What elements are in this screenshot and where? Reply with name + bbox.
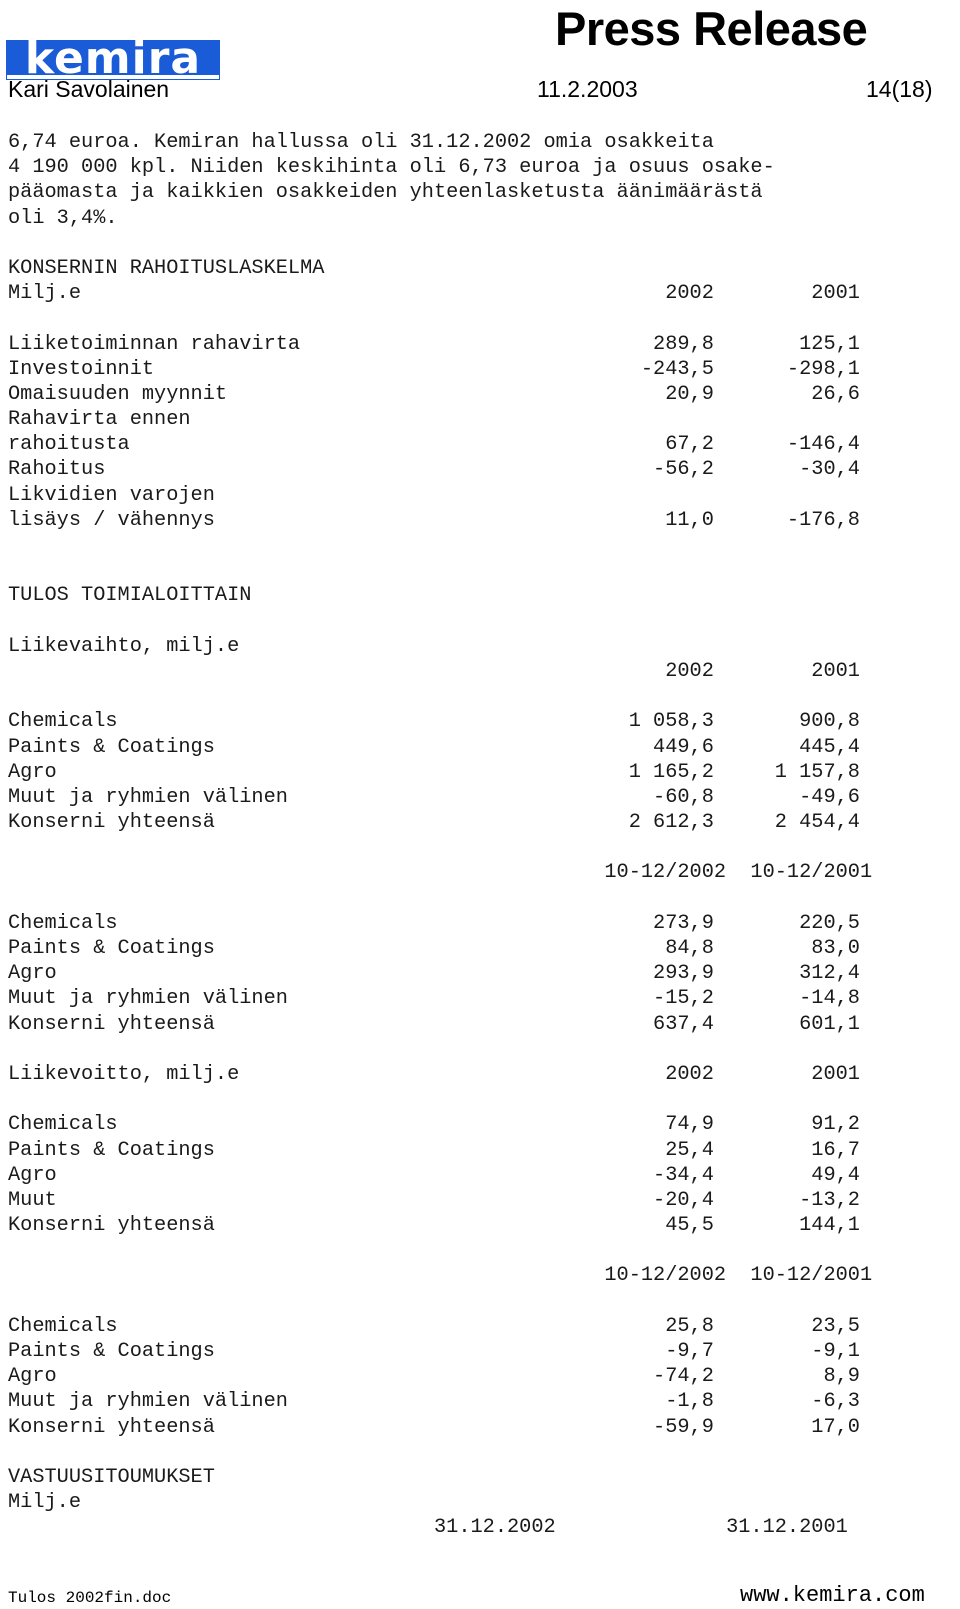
author-name: Kari Savolainen: [8, 76, 170, 102]
body-line: Investoinnit -243,5 -298,1: [8, 357, 860, 381]
page-number: 14(18): [866, 76, 933, 102]
body-line: 31.12.2002 31.12.2001: [8, 1516, 848, 1540]
body-line: [8, 1037, 872, 1062]
body-line: Chemicals 273,9 220,5: [8, 911, 860, 935]
body-line: [8, 306, 872, 331]
body-line: 2002 2001: [8, 659, 860, 683]
body-line: [8, 231, 872, 256]
body-line: Chemicals 74,9 91,2: [8, 1113, 860, 1137]
body-line: Liiketoiminnan rahavirta 289,8 125,1: [8, 332, 860, 356]
body-line: KONSERNIN RAHOITUSLASKELMA: [8, 256, 325, 280]
footer-website[interactable]: www.kemira.com: [740, 1583, 925, 1608]
body-line: Liikevoitto, milj.e 2002 2001: [8, 1062, 860, 1086]
body-line: rahoitusta 67,2 -146,4: [8, 433, 860, 457]
body-line: Chemicals 25,8 23,5: [8, 1314, 860, 1338]
body-line: [8, 1289, 872, 1314]
body-line: Muut ja ryhmien välinen -1,8 -6,3: [8, 1390, 860, 1414]
body-line: [8, 1440, 872, 1465]
body-line: Chemicals 1 058,3 900,8: [8, 710, 860, 734]
body-line: Konserni yhteensä -59,9 17,0: [8, 1415, 860, 1439]
body-line: Liikevaihto, milj.e: [8, 634, 240, 658]
body-line: 10-12/2002 10-12/2001: [8, 861, 873, 885]
body-line: Rahavirta ennen: [8, 408, 191, 432]
body-line: [8, 533, 872, 558]
body-line: [8, 558, 872, 583]
body-line: TULOS TOIMIALOITTAIN: [8, 584, 252, 608]
body-line: 6,74 euroa. Kemiran hallussa oli 31.12.2002 omia osakkeita: [8, 131, 714, 154]
body-line: Omaisuuden myynnit 20,9 26,6: [8, 382, 860, 406]
body-line: pääomasta ja kaikkien osakkeiden yhteenlasketusta äänimäärästä: [8, 181, 763, 205]
body-line: Muut ja ryhmien välinen -60,8 -49,6: [8, 785, 860, 809]
body-line: [8, 886, 872, 911]
logo-text: kemira: [24, 40, 202, 80]
body-line: Agro -34,4 49,4: [8, 1163, 860, 1187]
body-line: [8, 1238, 872, 1263]
body-line: Konserni yhteensä 45,5 144,1: [8, 1214, 860, 1238]
body-line: Muut -20,4 -13,2: [8, 1188, 860, 1212]
body-line: Paints & Coatings 449,6 445,4: [8, 735, 860, 759]
body-line: Paints & Coatings 84,8 83,0: [8, 937, 860, 960]
body-line: oli 3,4%.: [8, 206, 118, 230]
body-line: Agro 293,9 312,4: [8, 962, 860, 986]
kemira-logo: [6, 4, 220, 80]
body-line: Rahoitus -56,2 -30,4: [8, 458, 860, 482]
body-line: Muut ja ryhmien välinen -15,2 -14,8: [8, 987, 860, 1011]
page-title: Press Release: [555, 2, 868, 55]
footer-filename: Tulos 2002fin.doc: [8, 1589, 172, 1607]
body-line: [8, 1087, 872, 1112]
body-line: 10-12/2002 10-12/2001: [8, 1264, 873, 1288]
document-body: [8, 130, 872, 1541]
body-line: Paints & Coatings -9,7 -9,1: [8, 1340, 860, 1363]
body-line: Milj.e: [8, 1491, 82, 1515]
body-line: [8, 684, 872, 709]
body-line: Agro -74,2 8,9: [8, 1365, 860, 1389]
body-line: [8, 609, 872, 634]
body-line: 4 190 000 kpl. Niiden keskihinta oli 6,73 euroa ja osuus osake-: [8, 156, 775, 180]
body-line: VASTUUSITOUMUKSET: [8, 1465, 215, 1489]
body-line: Milj.e 2002 2001: [8, 282, 860, 306]
body-line: Konserni yhteensä 2 612,3 2 454,4: [8, 811, 860, 835]
body-line: lisäys / vähennys 11,0 -176,8: [8, 508, 860, 532]
body-line: Likvidien varojen: [8, 483, 215, 507]
body-line: Konserni yhteensä 637,4 601,1: [8, 1012, 860, 1036]
release-date: 11.2.2003: [537, 76, 638, 102]
body-line: Paints & Coatings 25,4 16,7: [8, 1138, 860, 1162]
body-line: Agro 1 165,2 1 157,8: [8, 760, 860, 784]
body-line: [8, 835, 872, 860]
